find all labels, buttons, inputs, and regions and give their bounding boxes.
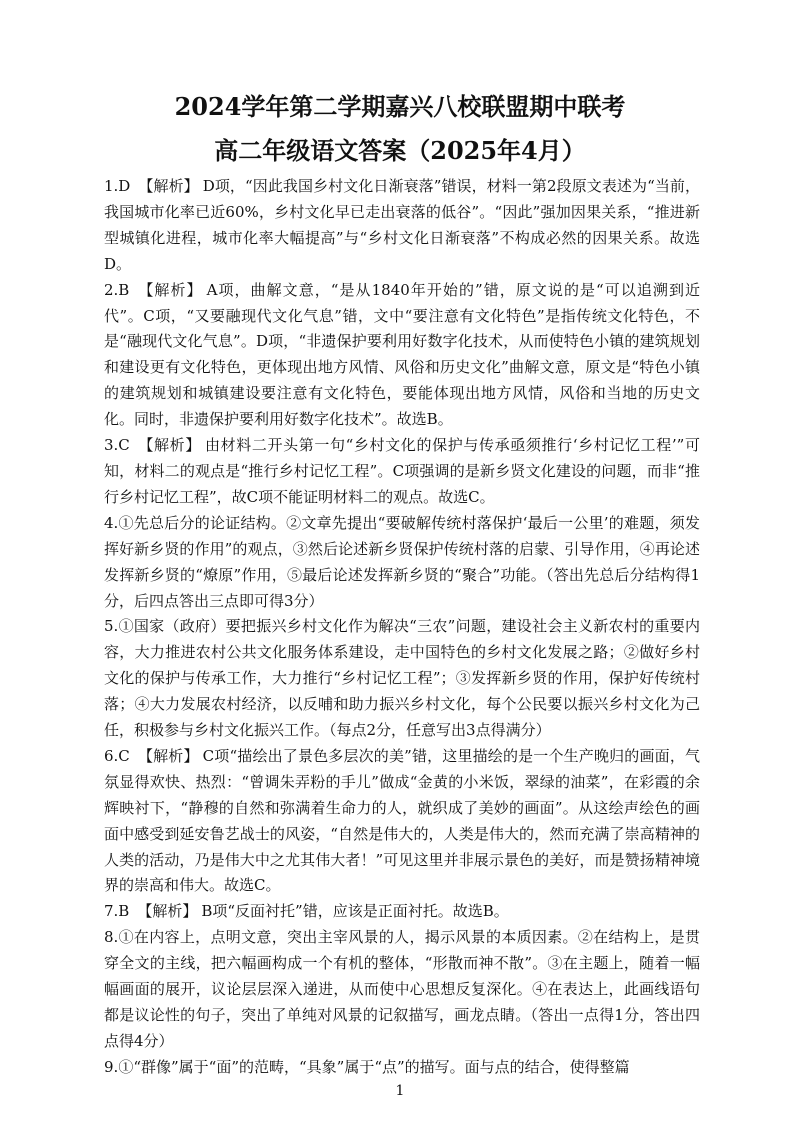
answer-text: C项“描绘出了景色多层次的美”错，这里描绘的是一个生产晚归的画面，气氛显得欢快、热烈：“曾调朱弄粉的手儿”做成“金黄的小米饭，翠绿的油菜”，在彩霞的余辉映衬下，“静穆的自然和弥满着生命力的人，就织成了美妙的画面”。从这绘声绘色的画面中感受到延安鲁艺战士的风姿，“自然是伟大的，人类是伟大的，然而充满了崇高精神的人类的活动，乃是伟大中之尤其伟大者！”可见这里并非展示景色的美好，而是赞扬精神境界的崇高和伟大。故选C。 bbox=[104, 746, 700, 895]
answer-item-6 bbox=[104, 744, 700, 899]
question-number: 4. bbox=[104, 513, 119, 532]
question-number: 7.B bbox=[104, 902, 130, 921]
answer-text: A项，曲解文意，“是从1840年开始的”错，原文说的是“可以追溯到近代”。C项，“又要融现代文化气息”错，文中“要注意有文化特色”是指传统文化特色，不是“融现代文化气息”。D项，“非遗保护要利用好数字化技术，从而使特色小镇的建筑规划和建设更有文化特色，更体现出地方风情、风俗和历史文化”曲解文意，原文是“特色小镇的建筑规划和城镇建设要注意有文化特色，要能体现出地方风情，风俗和当地的历史文化。同时，非遗保护要利用好数字化技术”。故选B。 bbox=[104, 280, 700, 429]
answer-item-9 bbox=[104, 1055, 700, 1081]
analysis-tag: 【解析】 bbox=[137, 280, 203, 299]
answer-text: ①国家（政府）要把振兴乡村文化作为解决“三农”问题，建设社会主义新农村的重要内容，大力推进农村公共文化服务体系建设，走中国特色的乡村文化发展之路；②做好乡村文化的保护与传承工作，大力推行“乡村记忆工程”；③发挥新乡贤的作用，保护好传统村落；④大力发展农村经济，以反哺和助力振兴乡村文化，每个公民要以振兴乡村文化为己任，积极参与乡村文化振兴工作。（每点2分，任意写出3点得满分） bbox=[104, 617, 700, 740]
page-number: 1 bbox=[395, 1083, 405, 1099]
answer-list bbox=[104, 174, 700, 1081]
answer-item-7 bbox=[104, 899, 700, 925]
answer-text: ①在内容上，点明文意，突出主宰风景的人，揭示风景的本质因素。②在结构上，是贯穿全文的主线，把六幅画构成一个有机的整体，“形散而神不散”。③在主题上，随着一幅幅画面的展开，议论层层深入递进，从而使中心思想反复深化。④在表达上，此画线语句都是议论性的句子，突出了单纯对风景的记叙描写，画龙点睛。（答出一点得1分，答出四点得4分） bbox=[104, 928, 700, 1050]
answer-text: B项“反面衬托”错，应该是正面衬托。故选B。 bbox=[201, 902, 509, 921]
page-title: 2024学年第二学期嘉兴八校联盟期中联考 bbox=[174, 92, 626, 121]
answer-text: ①先总后分的论证结构。②文章先提出“要破解传统村落保护‘最后一公里’的难题，须发挥好新乡贤的作用”的观点，③然后论述新乡贤保护传统村落的启蒙、引导作用，④再论述发挥新乡贤的“燎原”作用，⑤最后论述发挥新乡贤的“聚合”功能。（答出先总后分结构得1分，后四点答出三点即可得3分） bbox=[104, 513, 700, 610]
answer-item-4 bbox=[104, 511, 700, 615]
question-number: 1.D bbox=[104, 177, 131, 195]
analysis-tag: 【解析】 bbox=[137, 902, 198, 921]
page-subtitle: 高二年级语文答案（2025年4月） bbox=[214, 136, 586, 165]
analysis-tag: 【解析】 bbox=[138, 177, 199, 195]
answer-text: ①“群像”属于“面”的范畴，“具象”属于“点”的描写。面与点的结合，使得整篇 bbox=[118, 1057, 630, 1076]
answer-item-3 bbox=[104, 433, 700, 511]
question-number: 5. bbox=[104, 617, 119, 636]
answer-item-5 bbox=[104, 614, 700, 744]
question-number: 9. bbox=[104, 1057, 119, 1076]
answer-text: 由材料二开头第一句“乡村文化的保护与传承亟须推行‘乡村记忆工程’”可知，材料二的观点是“推行乡村记忆工程”。C项强调的是新乡贤文化建设的问题，而非“推行乡村记忆工程”，故C项不能证明材料二的观点。故选C。 bbox=[104, 436, 700, 506]
answer-item-8 bbox=[104, 925, 700, 1055]
analysis-tag: 【解析】 bbox=[137, 436, 201, 455]
question-number: 3.C bbox=[104, 436, 130, 455]
question-number: 8. bbox=[104, 928, 119, 947]
answer-text: D项，“因此我国乡村文化日渐衰落”错误，材料一第2段原文表述为“当前，我国城市化率已近60%，乡村文化早已走出衰落的低谷”。“因此”强加因果关系，“推进新型城镇化进程，城市化率大幅提高”与“乡村文化日渐衰落”不构成必然的因果关系。故选D。 bbox=[104, 177, 700, 273]
answer-item-1 bbox=[104, 174, 700, 278]
analysis-tag: 【解析】 bbox=[137, 746, 199, 765]
question-number: 2.B bbox=[104, 280, 130, 299]
question-number: 6.C bbox=[104, 746, 130, 765]
answer-item-2 bbox=[104, 278, 700, 433]
